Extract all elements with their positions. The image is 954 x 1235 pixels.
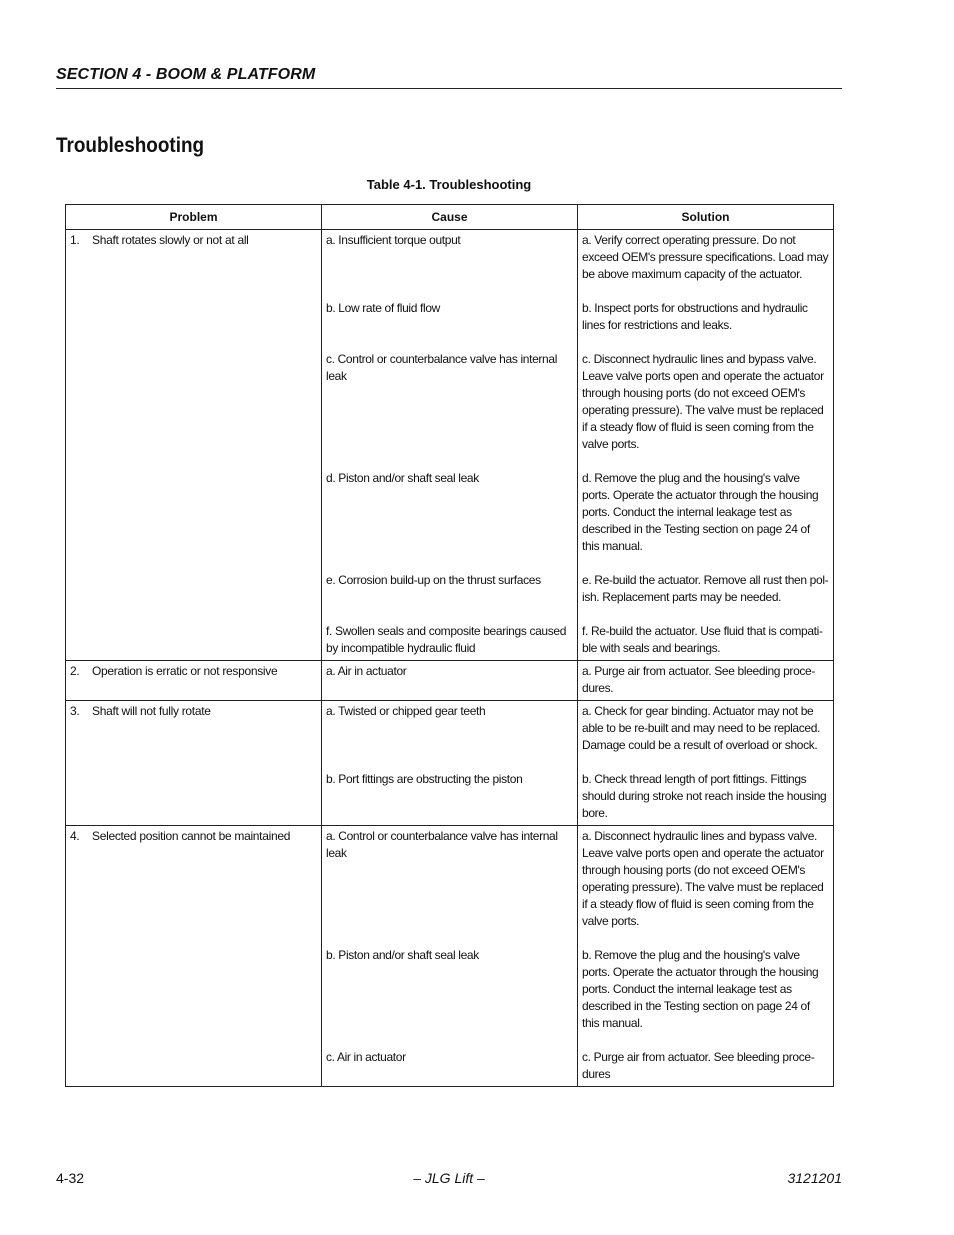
column-header-problem: Problem: [66, 205, 322, 230]
cause-cell: [322, 230, 578, 661]
table-row: [66, 661, 834, 701]
problem-text: Shaft will not fully rotate: [92, 704, 211, 718]
solution-entry: a. Verify correct operating pressure. Do not exceed OEM's pressure specifications. Load may be above maximum capacity of the actuator.: [582, 233, 829, 281]
solution-entry: f. Re-build the actuator. Use fluid that is compati-ble with seals and bearings.: [582, 624, 823, 655]
document-number: 3121201: [787, 1170, 842, 1186]
cause-entry: e. Corrosion build-up on the thrust surfaces: [326, 573, 541, 587]
section-title: SECTION 4 - BOOM & PLATFORM: [56, 66, 316, 83]
problem-number: 4.: [70, 829, 80, 843]
cause-entry: b. Low rate of fluid flow: [326, 301, 440, 315]
cause-entry: b. Piston and/or shaft seal leak: [326, 948, 479, 962]
table-row: [66, 701, 834, 826]
cause-entry: a. Air in actuator: [326, 664, 407, 678]
table-row: [66, 826, 834, 1087]
solution-cell: [578, 661, 834, 701]
cause-entry: a. Control or counterbalance valve has internal leak: [326, 829, 558, 860]
solution-entry: a. Purge air from actuator. See bleeding proce-dures.: [582, 664, 816, 695]
problem-cell: [66, 230, 322, 661]
solution-entry: a. Disconnect hydraulic lines and bypass valve. Leave valve ports open and operate the actuator through housing ports (do not exceed OEM's operating pressure). The valve must be replaced if a steady flow of fluid is seen coming from the valve ports.: [582, 829, 824, 928]
cause-entry: f. Swollen seals and composite bearings caused by incompatible hydraulic fluid: [326, 624, 567, 655]
solution-cell: [578, 701, 834, 826]
page-number: 4-32: [56, 1170, 85, 1186]
problem-cell: [66, 701, 322, 826]
solution-entry: a. Check for gear binding. Actuator may not be able to be re-built and may need to be replaced. Damage could be a result of overload or shock.: [582, 704, 821, 752]
cause-cell: [322, 701, 578, 826]
solution-entry: b. Inspect ports for obstructions and hydraulic lines for restrictions and leaks.: [582, 301, 808, 332]
cause-entry: d. Piston and/or shaft seal leak: [326, 471, 479, 485]
solution-entry: d. Remove the plug and the housing's valve ports. Operate the actuator through the housing ports. Conduct the internal leakage test as described in the Testing section on page 24 of this manual.: [582, 471, 819, 553]
column-header-solution: Solution: [578, 205, 834, 230]
cause-cell: [322, 661, 578, 701]
cause-entry: c. Control or counterbalance valve has internal leak: [326, 352, 558, 383]
page-heading: Troubleshooting: [56, 134, 205, 157]
cause-entry: c. Air in actuator: [326, 1050, 406, 1064]
solution-entry: b. Remove the plug and the housing's valve ports. Operate the actuator through the housing ports. Conduct the internal leakage test as described in the Testing section on page 24 of this manual.: [582, 948, 819, 1030]
column-header-cause: Cause: [322, 205, 578, 230]
table-caption: Table 4-1. Troubleshooting: [366, 177, 532, 192]
solution-entry: b. Check thread length of port fittings. Fittings should during stroke not reach inside the housing bore.: [582, 772, 827, 820]
solution-cell: [578, 230, 834, 661]
problem-cell: [66, 826, 322, 1087]
solution-entry: e. Re-build the actuator. Remove all rust then pol-ish. Replacement parts may be needed.: [582, 573, 829, 604]
solution-cell: [578, 826, 834, 1087]
problem-number: 3.: [70, 704, 80, 718]
solution-entry: c. Purge air from actuator. See bleeding proce-dures: [582, 1050, 815, 1081]
section-header: [56, 66, 842, 89]
cause-entry: b. Port fittings are obstructing the piston: [326, 772, 523, 786]
problem-text: Selected position cannot be maintained: [92, 829, 291, 843]
cause-cell: [322, 826, 578, 1087]
cause-entry: a. Twisted or chipped gear teeth: [326, 704, 486, 718]
solution-entry: c. Disconnect hydraulic lines and bypass valve. Leave valve ports open and operate the actuator through housing ports (do not exceed OEM's operating pressure). The valve must be replaced if a steady flow of fluid is seen coming from the valve ports.: [582, 352, 824, 451]
cause-entry: a. Insufficient torque output: [326, 233, 461, 247]
table-body: [66, 230, 834, 1087]
table-row: [66, 230, 834, 661]
problem-cell: [66, 661, 322, 701]
troubleshooting-table: [65, 204, 834, 1087]
problem-number: 1.: [70, 233, 80, 247]
problem-text: Shaft rotates slowly or not at all: [92, 233, 249, 247]
table-header-row: [66, 205, 834, 230]
problem-number: 2.: [70, 664, 80, 678]
footer-brand: – JLG Lift –: [413, 1170, 485, 1186]
problem-text: Operation is erratic or not responsive: [92, 664, 278, 678]
